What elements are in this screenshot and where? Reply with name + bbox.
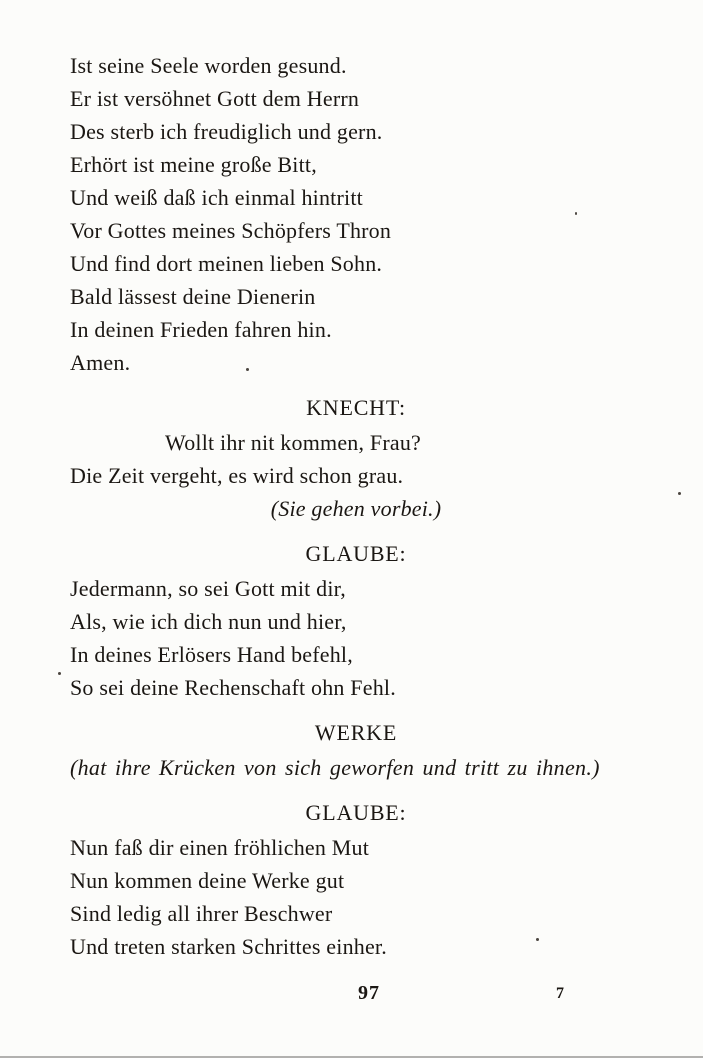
speaker-heading-werke: WERKE (314, 720, 398, 745)
verse-line: Sind ledig all ihrer Beschwer (70, 901, 333, 926)
verse-line: So sei deine Rechenschaft ohn Fehl. (70, 675, 396, 700)
speaker-heading-knecht: KNECHT: (306, 395, 406, 420)
scan-speck (246, 368, 249, 371)
verse-line: Und treten starken Schrittes einher. (70, 934, 387, 959)
verse-line: Vor Gottes meines Schöpfers Thron (70, 218, 392, 243)
verse-line: Jedermann, so sei Gott mit dir, (70, 576, 347, 601)
speaker-heading-glaube: GLAUBE: (305, 541, 407, 566)
verse-line: Die Zeit vergeht, es wird schon grau. (70, 463, 404, 488)
verse-line: Wollt ihr nit kommen, Frau? (165, 430, 421, 455)
play-text-block (70, 49, 642, 963)
verse-line: Als, wie ich dich nun und hier, (70, 609, 347, 634)
speaker-heading-glaube-2: GLAUBE: (305, 800, 407, 825)
verse-line: Er ist versöhnet Gott dem Herrn (70, 86, 360, 111)
scan-speck (536, 938, 539, 941)
page-footer (0, 982, 703, 1012)
verse-line: In deines Erlösers Hand befehl, (70, 642, 353, 667)
scan-speck (575, 212, 577, 215)
verse-line: Des sterb ich freudiglich und gern. (70, 119, 383, 144)
scan-speck (678, 492, 681, 495)
verse-line: Und find dort meinen lieben Sohn. (70, 251, 383, 276)
scan-speck (58, 672, 61, 675)
verse-line: Bald lässest deine Dienerin (70, 284, 316, 309)
page-number: 97 (358, 982, 380, 1004)
verse-line: Nun faß dir einen fröhlichen Mut (70, 835, 370, 860)
verse-line: Erhört ist meine große Bitt, (70, 152, 317, 177)
verse-line: Nun kommen deine Werke gut (70, 868, 345, 893)
verse-line-amen: Amen. (70, 350, 131, 375)
stage-direction: (Sie gehen vorbei.) (270, 496, 442, 521)
verse-line: Und weiß daß ich einmal hintritt (70, 185, 363, 210)
verse-line: Ist seine Seele worden gesund. (70, 53, 347, 78)
verse-line: In deinen Frieden fahren hin. (70, 317, 332, 342)
stage-direction-wide: (hat ihre Krücken von sich geworfen und tritt zu ihnen.) (70, 755, 600, 780)
signature-mark: 7 (556, 985, 564, 1002)
